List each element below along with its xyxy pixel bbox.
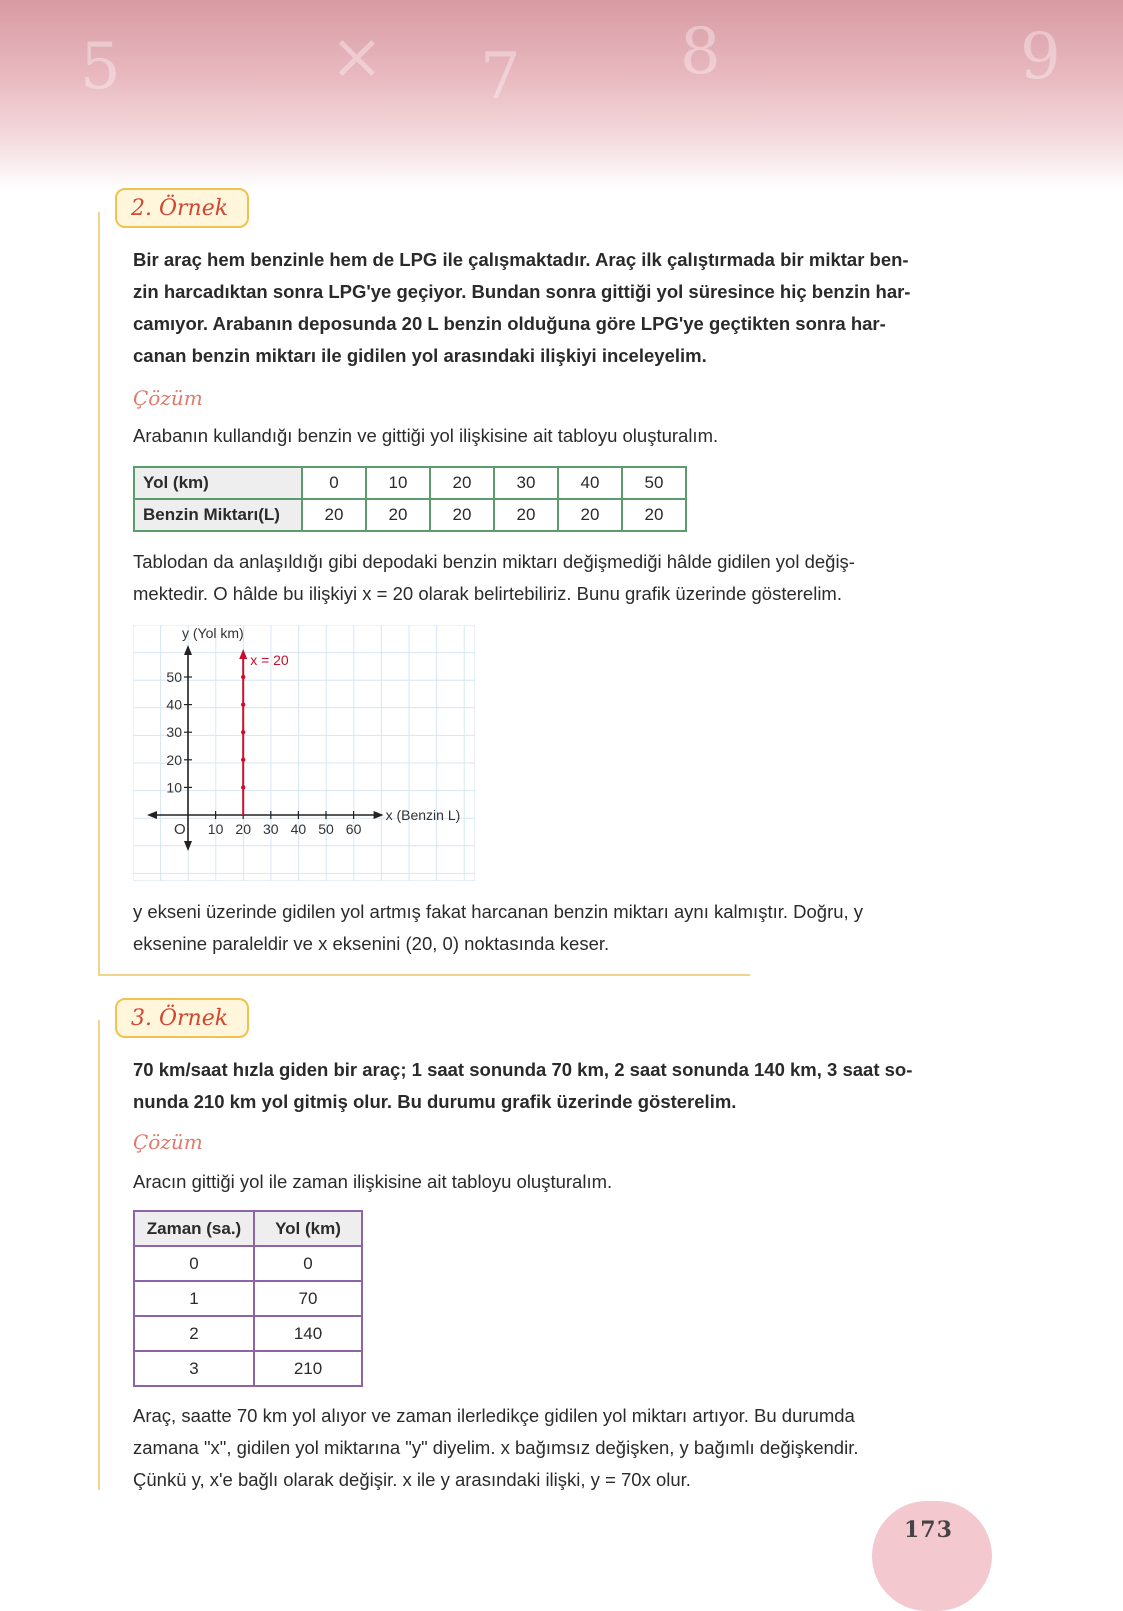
deco-number: 7 [480,40,521,114]
table-cell: 0 [134,1246,254,1281]
time-distance-table [133,1210,363,1387]
table-cell: 20 [622,499,686,531]
text-line: camıyor. Arabanın deposunda 20 L benzin olduğuna göre LPG'ye geçtikten sonra har- [133,313,886,334]
example2-solution-label: Çözüm [133,386,203,410]
line-annotation: x = 20 [250,652,289,668]
x-tick-label: 20 [235,821,251,837]
fuel-distance-table [133,466,687,532]
table-cell: 3 [134,1351,254,1386]
y-tick-label: 30 [166,724,182,741]
page-number: 173 [904,1517,953,1543]
table-cell: 0 [302,467,366,499]
table-row [134,1351,362,1386]
x-tick-label: 30 [263,821,279,837]
text-line: Tablodan da anlaşıldığı gibi depodaki benzin miktarı değişmediği hâlde gidilen yol değiş- [133,551,855,572]
table-row [134,1281,362,1316]
data-point [241,702,245,706]
text-line: canan benzin miktarı ile gidilen yol arasındaki ilişkiyi inceleyelim. [133,345,707,366]
table-cell: 20 [366,499,430,531]
table-cell: 20 [494,499,558,531]
table-row [134,1316,362,1351]
example2-intro: Arabanın kullandığı benzin ve gittiği yol ilişkisine ait tabloyu oluşturalım. [133,425,719,446]
text-line: mektedir. O hâlde bu ilişkiyi x = 20 olarak belirtebiliriz. Bunu grafik üzerinde gösterelim. [133,583,842,604]
x-tick-label: 10 [207,821,224,837]
example3-tag: 3. Örnek [115,998,249,1038]
column-header: Yol (km) [254,1211,362,1246]
origin-label: O [174,821,186,838]
example3-solution-label: Çözüm [133,1130,203,1154]
data-point [241,675,245,679]
x-tick-label: 40 [290,821,307,837]
table-cell: 1 [134,1281,254,1316]
table-cell: 20 [430,499,494,531]
text-line: eksenine paraleldir ve x eksenini (20, 0) noktasında keser. [133,933,610,954]
text-line: Çünkü y, x'e bağlı olarak değişir. x ile y arasındaki ilişki, y = 70x olur. [133,1469,691,1490]
table-row-header: Benzin Miktarı(L) [134,499,302,531]
text-line: 70 km/saat hızla giden bir araç; 1 saat sonunda 70 km, 2 saat sonunda 140 km, 3 saat so- [133,1059,913,1080]
deco-number: × [330,20,384,94]
y-tick-label: 20 [166,751,182,768]
text-line: nunda 210 km yol gitmiş olur. Bu durumu grafik üzerinde gösterelim. [133,1091,737,1112]
graph-grid [133,625,475,881]
example2-conclusion [133,896,923,960]
text-line: zamana "x", gidilen yol miktarına "y" diyelim. x bağımsız değişken, y bağımlı değişkendir. [133,1437,859,1458]
table-row [134,499,686,531]
deco-number: 5 [80,30,121,104]
table-header-row [134,1211,362,1246]
table-row-header: Yol (km) [134,467,302,499]
deco-number: 9 [1020,20,1061,94]
grid-frame [133,625,475,881]
table-cell: 20 [430,467,494,499]
y-tick-label: 10 [166,779,182,796]
text-line: Bir araç hem benzinle hem de LPG ile çalışmaktadır. Araç ilk çalıştırmada bir miktar ben- [133,249,909,270]
text-line: zin harcadıktan sonra LPG'ye geçiyor. Bundan sonra gittiği yol süresince hiç benzin har- [133,281,911,302]
y-tick-label: 40 [166,696,182,713]
x-tick-label: 50 [318,821,334,837]
table-cell: 30 [494,467,558,499]
header-band [0,0,1123,190]
table-cell: 2 [134,1316,254,1351]
table-cell: 210 [254,1351,362,1386]
table-cell: 40 [558,467,622,499]
table-cell: 50 [622,467,686,499]
x-axis-label: x (Benzin L) [385,807,461,823]
deco-number: 8 [680,15,721,89]
example2-tag: 2. Örnek [115,188,249,228]
example3-intro: Aracın gittiği yol ile zaman ilişkisine ait tabloyu oluşturalım. [133,1171,613,1192]
y-tick-label: 50 [166,669,182,685]
text-line: Araç, saatte 70 km yol alıyor ve zaman ilerledikçe gidilen yol miktarı artıyor. Bu durumda [133,1405,855,1426]
table-cell: 0 [254,1246,362,1281]
example2-problem-text [133,244,923,372]
text-line: y ekseni üzerinde gidilen yol artmış fakat harcanan benzin miktarı aynı kalmıştır. Doğru, y [133,901,864,922]
data-point [241,730,245,734]
table-cell: 70 [254,1281,362,1316]
table-cell: 20 [558,499,622,531]
table-cell: 20 [302,499,366,531]
example3-border [98,1020,100,1490]
table-row [134,467,686,499]
column-header: Zaman (sa.) [134,1211,254,1246]
data-point [241,785,245,789]
table-cell: 140 [254,1316,362,1351]
page-number-badge [872,1501,992,1611]
example3-explanation [133,1400,923,1496]
data-point [241,758,245,762]
fuel-distance-graph [133,625,475,881]
y-axis-label: y (Yol km) [182,625,244,641]
x-tick-label: 60 [345,821,362,837]
table-cell: 10 [366,467,430,499]
example3-problem-text [133,1054,923,1118]
table-row [134,1246,362,1281]
example2-explanation [133,546,923,610]
